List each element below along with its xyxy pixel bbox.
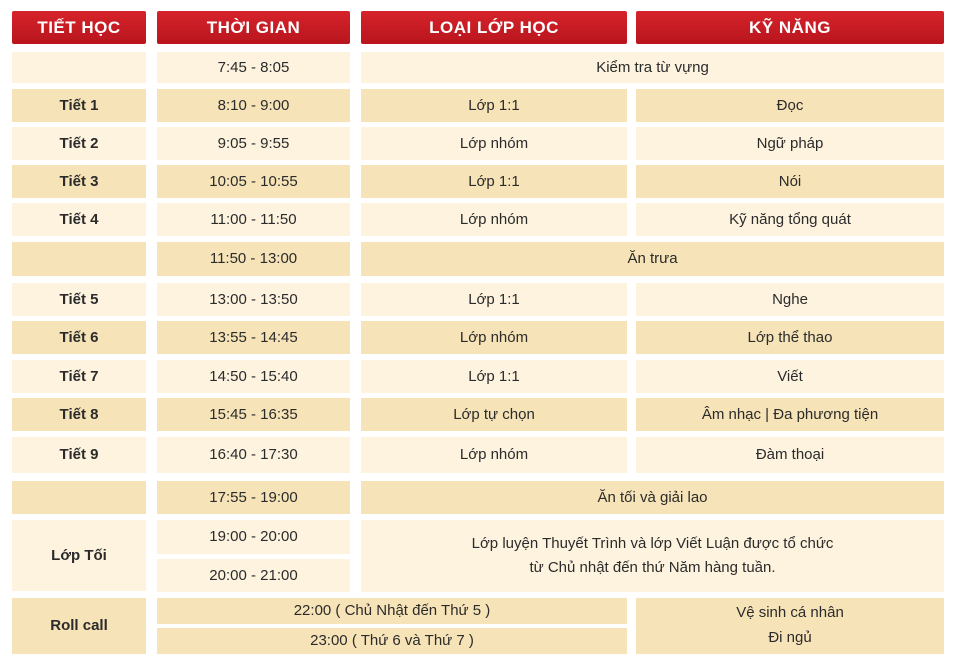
period-cell	[12, 52, 146, 83]
header-period: TIẾT HỌC	[12, 11, 146, 44]
time-cell: 11:50 - 13:00	[157, 242, 350, 276]
roll-call-time-cell-2: 23:00 ( Thứ 6 và Thứ 7 )	[157, 628, 627, 654]
period-cell: Tiết 3	[12, 165, 146, 198]
class-type-cell: Lớp 1:1	[361, 283, 627, 316]
period-cell	[12, 481, 146, 514]
skill-cell: Kỹ năng tổng quát	[636, 203, 944, 236]
time-cell: 15:45 - 16:35	[157, 398, 350, 431]
evening-note-line-1: Lớp luyện Thuyết Trình và lớp Viết Luận được tổ chức	[471, 535, 834, 552]
skill-cell: Viết	[636, 360, 944, 393]
time-cell: 17:55 - 19:00	[157, 481, 350, 514]
skill-cell: Nghe	[636, 283, 944, 316]
time-cell: 7:45 - 8:05	[157, 52, 350, 83]
period-cell: Tiết 6	[12, 321, 146, 354]
evening-period-cell: Lớp Tối	[12, 520, 146, 591]
period-cell: Tiết 7	[12, 360, 146, 393]
time-cell: 10:05 - 10:55	[157, 165, 350, 198]
merged-activity-cell: Ăn tối và giải lao	[361, 481, 944, 514]
header-class-type: LOẠI LỚP HỌC	[361, 11, 627, 44]
time-cell: 9:05 - 9:55	[157, 127, 350, 160]
class-type-cell: Lớp 1:1	[361, 360, 627, 393]
skill-cell: Lớp thể thao	[636, 321, 944, 354]
skill-cell: Đàm thoại	[636, 437, 944, 473]
header-skill: KỸ NĂNG	[636, 11, 944, 44]
merged-activity-cell: Ăn trưa	[361, 242, 944, 276]
roll-call-activity-cell	[636, 598, 944, 654]
class-type-cell: Lớp nhóm	[361, 321, 627, 354]
header-time: THỜI GIAN	[157, 11, 350, 44]
time-cell: 8:10 - 9:00	[157, 89, 350, 122]
period-cell: Tiết 1	[12, 89, 146, 122]
evening-note-cell	[361, 520, 944, 592]
evening-time-cell-2: 20:00 - 21:00	[157, 559, 350, 592]
time-cell: 11:00 - 11:50	[157, 203, 350, 236]
roll-call-activity-1: Vệ sinh cá nhân	[736, 604, 844, 622]
time-cell: 13:00 - 13:50	[157, 283, 350, 316]
skill-cell: Âm nhạc | Đa phương tiện	[636, 398, 944, 431]
skill-cell: Nói	[636, 165, 944, 198]
class-type-cell: Lớp nhóm	[361, 127, 627, 160]
period-cell: Tiết 8	[12, 398, 146, 431]
class-type-cell: Lớp 1:1	[361, 89, 627, 122]
roll-call-activity-2: Đi ngủ	[768, 629, 812, 646]
skill-cell: Đọc	[636, 89, 944, 122]
class-type-cell: Lớp 1:1	[361, 165, 627, 198]
time-cell: 16:40 - 17:30	[157, 437, 350, 473]
period-cell: Tiết 2	[12, 127, 146, 160]
time-cell: 14:50 - 15:40	[157, 360, 350, 393]
evening-note-line-2: từ Chủ nhật đến thứ Năm hàng tuần.	[529, 559, 776, 576]
evening-time-cell-1: 19:00 - 20:00	[157, 520, 350, 554]
period-cell: Tiết 9	[12, 437, 146, 473]
class-type-cell: Lớp nhóm	[361, 203, 627, 236]
time-cell: 13:55 - 14:45	[157, 321, 350, 354]
merged-activity-cell: Kiểm tra từ vựng	[361, 52, 944, 83]
roll-call-period-cell: Roll call	[12, 598, 146, 654]
period-cell	[12, 242, 146, 276]
class-type-cell: Lớp tự chọn	[361, 398, 627, 431]
skill-cell: Ngữ pháp	[636, 127, 944, 160]
class-type-cell: Lớp nhóm	[361, 437, 627, 473]
roll-call-time-cell-1: 22:00 ( Chủ Nhật đến Thứ 5 )	[157, 598, 627, 624]
period-cell: Tiết 5	[12, 283, 146, 316]
period-cell: Tiết 4	[12, 203, 146, 236]
